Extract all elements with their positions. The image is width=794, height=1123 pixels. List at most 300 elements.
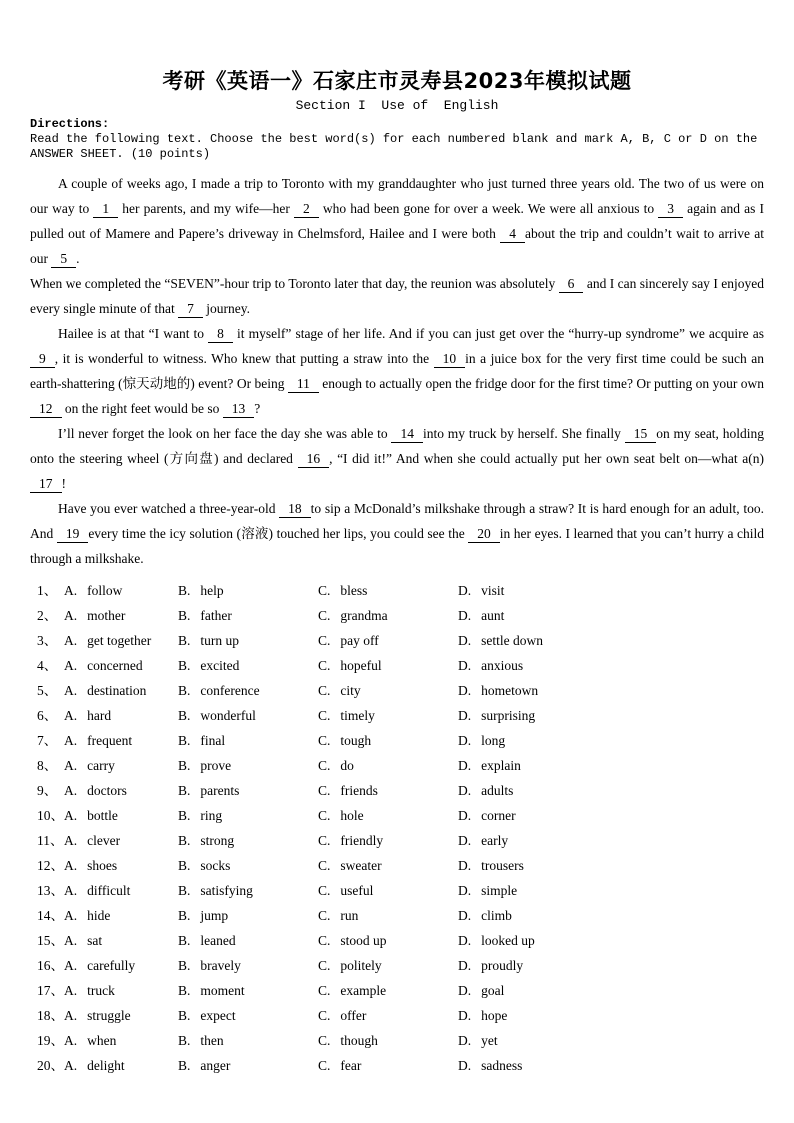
option-text: carry (87, 758, 115, 773)
option-text: doctors (87, 783, 127, 798)
option-cell-a (64, 1053, 178, 1078)
option-letter: A. (64, 808, 78, 823)
option-text: aunt (481, 608, 505, 623)
passage-text: and I can sincerely say I enjoyed every single minute of that (30, 276, 764, 316)
option-cell-b (178, 678, 318, 703)
option-letter: D. (458, 783, 472, 798)
option-letter: A. (64, 858, 78, 873)
blank-4: 4 (500, 226, 525, 243)
option-text: goal (481, 983, 505, 998)
option-letter: C. (318, 733, 331, 748)
passage-text: , it is wonderful to witness. Who knew that putting a straw into the (54, 351, 434, 366)
passage-text: , “I did it!” And when she could actually put her own seat belt on—what a(n) (329, 451, 764, 466)
option-text: politely (340, 958, 382, 973)
option-text: friendly (340, 833, 384, 848)
option-text: excited (200, 658, 240, 673)
option-text: struggle (87, 1008, 131, 1023)
option-cell-a (64, 703, 178, 728)
passage-paragraph-4 (30, 421, 764, 496)
option-letter: D. (458, 1058, 472, 1073)
option-letter: B. (178, 683, 191, 698)
option-letter: C. (318, 958, 331, 973)
option-letter: C. (318, 758, 331, 773)
option-text: destination (87, 683, 147, 698)
option-text: conference (200, 683, 260, 698)
option-text: bravely (200, 958, 241, 973)
option-letter: C. (318, 808, 331, 823)
option-cell-c (318, 703, 458, 728)
option-letter: A. (64, 608, 78, 623)
question-row-17 (37, 978, 764, 1003)
option-letter: A. (64, 633, 78, 648)
passage-text: . (76, 251, 80, 266)
option-text: leaned (200, 933, 236, 948)
blank-7: 7 (178, 301, 203, 318)
option-text: bless (340, 583, 368, 598)
option-letter: A. (64, 883, 78, 898)
option-cell-a (64, 953, 178, 978)
option-cell-d (458, 653, 764, 678)
option-text: explain (481, 758, 521, 773)
question-row-14 (37, 903, 764, 928)
option-cell-b (178, 803, 318, 828)
option-text: delight (87, 1058, 125, 1073)
option-letter: C. (318, 1008, 331, 1023)
question-number: 5、 (37, 683, 58, 698)
option-text: friends (340, 783, 378, 798)
option-letter: B. (178, 858, 191, 873)
option-cell-d (458, 1028, 764, 1053)
option-cell-b (178, 853, 318, 878)
option-cell-c (318, 653, 458, 678)
option-text: do (340, 758, 354, 773)
option-text: proudly (481, 958, 524, 973)
option-letter: A. (64, 583, 78, 598)
option-text: example (340, 983, 387, 998)
option-text: hole (340, 808, 364, 823)
option-letter: C. (318, 908, 331, 923)
option-cell-d (458, 628, 764, 653)
option-text: difficult (87, 883, 131, 898)
option-text: help (200, 583, 224, 598)
option-text: mother (87, 608, 126, 623)
option-cell-b (178, 578, 318, 603)
option-letter: A. (64, 658, 78, 673)
option-letter: C. (318, 1033, 331, 1048)
option-cell-b (178, 828, 318, 853)
option-cell-b (178, 903, 318, 928)
option-letter: C. (318, 633, 331, 648)
passage-text: Hailee is at that “I want to (58, 326, 209, 341)
question-number: 1、 (37, 583, 58, 598)
option-letter: D. (458, 733, 472, 748)
passage-text: on the right feet would be so (61, 401, 223, 416)
cloze-passage (30, 171, 764, 571)
passage-text: ! (61, 476, 66, 491)
option-cell-c (318, 828, 458, 853)
option-text: settle down (481, 633, 543, 648)
option-cell-a (64, 578, 178, 603)
question-number: 17、 (37, 983, 64, 998)
option-cell-c (318, 978, 458, 1003)
option-letter: A. (64, 733, 78, 748)
option-cell-c (318, 753, 458, 778)
option-text: surprising (481, 708, 536, 723)
option-text: trousers (481, 858, 524, 873)
option-text: hope (481, 1008, 508, 1023)
question-number: 18、 (37, 1008, 64, 1023)
option-text: hide (87, 908, 111, 923)
passage-text: in her eyes. I learned that you can’t hurry a child through a milkshake. (30, 526, 765, 566)
option-cell-d (458, 1003, 764, 1028)
option-cell-c (318, 903, 458, 928)
passage-paragraph-1 (30, 171, 764, 271)
passage-text: every time the icy solution (溶液) touched her lips, you could see the (88, 526, 469, 541)
option-cell-a (64, 778, 178, 803)
option-cell-d (458, 803, 764, 828)
option-letter: B. (178, 958, 191, 973)
option-text: frequent (87, 733, 133, 748)
option-letter: D. (458, 1008, 472, 1023)
option-letter: C. (318, 658, 331, 673)
option-text: when (87, 1033, 117, 1048)
option-cell-a (64, 1003, 178, 1028)
option-text: follow (87, 583, 123, 598)
option-cell-c (318, 678, 458, 703)
option-text: anger (200, 1058, 231, 1073)
option-letter: D. (458, 983, 472, 998)
option-letter: A. (64, 958, 78, 973)
option-letter: C. (318, 858, 331, 873)
question-number: 15、 (37, 933, 64, 948)
option-cell-c (318, 953, 458, 978)
blank-8: 8 (208, 326, 233, 343)
passage-text: to sip a McDonald’s milkshake through a straw? It is hard enough for an adult, too. And (30, 501, 764, 541)
option-cell-c (318, 1053, 458, 1078)
passage-text: When we completed the “SEVEN”-hour trip to Toronto later that day, the reunion was absolutely (30, 276, 559, 291)
question-number: 16、 (37, 958, 64, 973)
question-row-7 (37, 728, 764, 753)
option-cell-c (318, 878, 458, 903)
question-number: 19、 (37, 1033, 64, 1048)
option-cell-a (64, 628, 178, 653)
option-cell-b (178, 603, 318, 628)
question-row-13 (37, 878, 764, 903)
option-text: long (481, 733, 506, 748)
option-text: truck (87, 983, 115, 998)
question-number: 20、 (37, 1058, 64, 1073)
option-cell-b (178, 778, 318, 803)
option-letter: B. (178, 783, 191, 798)
option-cell-d (458, 703, 764, 728)
section-heading: Section I Use of English (295, 98, 499, 113)
passage-text: A couple of weeks ago, I made a trip to Toronto with my granddaughter who just turned three years old. The two of us were on our way to (30, 176, 764, 216)
option-text: wonderful (200, 708, 256, 723)
option-text: offer (340, 1008, 367, 1023)
option-cell-c (318, 1028, 458, 1053)
option-letter: C. (318, 783, 331, 798)
option-text: timely (340, 708, 375, 723)
option-text: corner (481, 808, 516, 823)
option-text: sat (87, 933, 103, 948)
option-text: pay off (340, 633, 379, 648)
question-row-8 (37, 753, 764, 778)
option-letter: B. (178, 983, 191, 998)
question-number: 10、 (37, 808, 64, 823)
option-letter: B. (178, 658, 191, 673)
option-cell-a (64, 928, 178, 953)
question-number: 14、 (37, 908, 64, 923)
option-cell-c (318, 603, 458, 628)
option-cell-a (64, 728, 178, 753)
option-cell-d (458, 828, 764, 853)
option-letter: A. (64, 933, 78, 948)
question-row-2 (37, 603, 764, 628)
option-letter: A. (64, 683, 78, 698)
passage-text: ? (254, 401, 261, 416)
option-text: useful (340, 883, 374, 898)
question-row-18 (37, 1003, 764, 1028)
option-cell-d (458, 578, 764, 603)
option-letter: B. (178, 883, 191, 898)
question-row-3 (37, 628, 764, 653)
option-cell-d (458, 928, 764, 953)
option-letter: C. (318, 1058, 331, 1073)
option-text: clever (87, 833, 121, 848)
blank-15: 15 (625, 426, 657, 443)
option-letter: D. (458, 708, 472, 723)
option-text: visit (481, 583, 505, 598)
option-text: socks (200, 858, 231, 873)
passage-paragraph-5 (30, 496, 764, 571)
question-row-15 (37, 928, 764, 953)
option-letter: D. (458, 583, 472, 598)
option-letter: C. (318, 583, 331, 598)
passage-text: her parents, and my wife—her (118, 201, 294, 216)
option-letter: B. (178, 908, 191, 923)
option-letter: B. (178, 608, 191, 623)
option-text: final (200, 733, 226, 748)
option-cell-c (318, 928, 458, 953)
option-letter: C. (318, 883, 331, 898)
option-letter: D. (458, 758, 472, 773)
option-letter: D. (458, 908, 472, 923)
directions-text: Read the following text. Choose the best word(s) for each numbered blank and mark A, B, C or D on the ANSWER SHEET. (10 points) (30, 132, 758, 161)
option-cell-b (178, 628, 318, 653)
option-letter: B. (178, 1033, 191, 1048)
question-row-9 (37, 778, 764, 803)
question-number: 9、 (37, 783, 58, 798)
option-letter: A. (64, 1058, 78, 1073)
option-text: get together (87, 633, 152, 648)
blank-17: 17 (30, 476, 62, 493)
option-letter: B. (178, 933, 191, 948)
option-letter: C. (318, 983, 331, 998)
option-cell-c (318, 628, 458, 653)
option-letter: A. (64, 758, 78, 773)
option-cell-d (458, 903, 764, 928)
option-text: yet (481, 1033, 498, 1048)
option-letter: A. (64, 783, 78, 798)
option-text: parents (200, 783, 240, 798)
option-cell-d (458, 978, 764, 1003)
option-text: hometown (481, 683, 539, 698)
blank-3: 3 (658, 201, 683, 218)
blank-12: 12 (30, 401, 62, 418)
option-text: strong (200, 833, 235, 848)
option-letter: D. (458, 808, 472, 823)
blank-20: 20 (468, 526, 500, 543)
option-text: climb (481, 908, 512, 923)
option-cell-b (178, 978, 318, 1003)
option-cell-a (64, 903, 178, 928)
options-list (37, 578, 764, 1078)
passage-text: about the trip and couldn’t wait to arrive at our (30, 226, 765, 266)
question-number: 6、 (37, 708, 58, 723)
option-text: city (340, 683, 361, 698)
option-text: prove (200, 758, 232, 773)
option-letter: D. (458, 833, 472, 848)
option-cell-b (178, 1003, 318, 1028)
option-cell-a (64, 853, 178, 878)
option-text: turn up (200, 633, 240, 648)
passage-text: enough to actually open the fridge door for the first time? Or putting on your own (318, 376, 764, 391)
blank-18: 18 (279, 501, 311, 518)
question-row-6 (37, 703, 764, 728)
option-letter: D. (458, 933, 472, 948)
option-cell-d (458, 778, 764, 803)
passage-text: I’ll never forget the look on her face the day she was able to (58, 426, 392, 441)
option-letter: A. (64, 708, 78, 723)
option-cell-a (64, 653, 178, 678)
question-row-19 (37, 1028, 764, 1053)
option-letter: A. (64, 983, 78, 998)
option-cell-d (458, 603, 764, 628)
option-text: jump (200, 908, 229, 923)
option-letter: C. (318, 608, 331, 623)
option-cell-c (318, 853, 458, 878)
option-text: shoes (87, 858, 118, 873)
question-row-16 (37, 953, 764, 978)
option-text: satisfying (200, 883, 253, 898)
page-title: 考研《英语一》石家庄市灵寿县2023年模拟试题 (162, 69, 632, 93)
question-row-11 (37, 828, 764, 853)
blank-16: 16 (298, 451, 330, 468)
passage-paragraph-2 (30, 271, 764, 321)
option-letter: A. (64, 1033, 78, 1048)
question-number: 8、 (37, 758, 58, 773)
passage-text: into my truck by herself. She finally (422, 426, 625, 441)
blank-11: 11 (288, 376, 319, 393)
option-cell-c (318, 728, 458, 753)
option-text: looked up (481, 933, 535, 948)
option-cell-b (178, 1028, 318, 1053)
option-cell-a (64, 603, 178, 628)
passage-text: journey. (202, 301, 250, 316)
option-letter: B. (178, 833, 191, 848)
option-cell-b (178, 753, 318, 778)
option-text: moment (200, 983, 245, 998)
blank-19: 19 (57, 526, 89, 543)
option-letter: C. (318, 683, 331, 698)
option-letter: D. (458, 1033, 472, 1048)
option-cell-b (178, 703, 318, 728)
option-letter: B. (178, 708, 191, 723)
option-letter: D. (458, 608, 472, 623)
option-cell-d (458, 753, 764, 778)
option-cell-d (458, 953, 764, 978)
option-cell-a (64, 828, 178, 853)
passage-text: on my seat, holding onto the steering wheel (方向盘) and declared (30, 426, 764, 466)
option-text: grandma (340, 608, 388, 623)
option-text: ring (200, 808, 223, 823)
option-letter: D. (458, 958, 472, 973)
option-cell-a (64, 678, 178, 703)
option-cell-b (178, 653, 318, 678)
option-letter: B. (178, 758, 191, 773)
option-cell-c (318, 803, 458, 828)
option-cell-d (458, 878, 764, 903)
passage-paragraph-3 (30, 321, 764, 421)
option-letter: A. (64, 1008, 78, 1023)
question-number: 4、 (37, 658, 58, 673)
option-letter: D. (458, 858, 472, 873)
passage-text: again and as I pulled out of Mamere and Papere’s driveway in Chelmsford, Hailee and I were both (30, 201, 764, 241)
option-text: sadness (481, 1058, 523, 1073)
option-letter: D. (458, 658, 472, 673)
option-cell-a (64, 803, 178, 828)
question-row-5 (37, 678, 764, 703)
option-cell-c (318, 778, 458, 803)
option-text: father (200, 608, 232, 623)
option-letter: A. (64, 833, 78, 848)
question-number: 13、 (37, 883, 64, 898)
question-number: 7、 (37, 733, 58, 748)
directions-label: Directions: (30, 117, 110, 131)
passage-text: in a juice box for the very first time could be such an earth-shattering (惊天动地的) event? Or being (30, 351, 764, 391)
option-letter: D. (458, 633, 472, 648)
question-row-4 (37, 653, 764, 678)
question-row-1 (37, 578, 764, 603)
option-text: carefully (87, 958, 136, 973)
option-text: fear (340, 1058, 362, 1073)
option-text: stood up (340, 933, 387, 948)
option-text: sweater (340, 858, 382, 873)
option-text: hard (87, 708, 112, 723)
option-letter: A. (64, 908, 78, 923)
passage-text: who had been gone for over a week. We were all anxious to (318, 201, 659, 216)
option-cell-b (178, 953, 318, 978)
question-row-12 (37, 853, 764, 878)
option-cell-b (178, 1053, 318, 1078)
blank-5: 5 (51, 251, 76, 268)
option-text: simple (481, 883, 518, 898)
passage-text: it myself” stage of her life. And if you can just get over the “hurry-up syndrome” we acquire as (232, 326, 764, 341)
blank-6: 6 (559, 276, 584, 293)
option-letter: C. (318, 933, 331, 948)
option-cell-d (458, 1053, 764, 1078)
question-number: 3、 (37, 633, 58, 648)
option-letter: C. (318, 833, 331, 848)
blank-13: 13 (223, 401, 255, 418)
option-text: then (200, 1033, 224, 1048)
option-text: concerned (87, 658, 143, 673)
question-number: 2、 (37, 608, 58, 623)
option-letter: B. (178, 633, 191, 648)
blank-9: 9 (30, 351, 55, 368)
option-letter: B. (178, 1008, 191, 1023)
option-text: anxious (481, 658, 524, 673)
